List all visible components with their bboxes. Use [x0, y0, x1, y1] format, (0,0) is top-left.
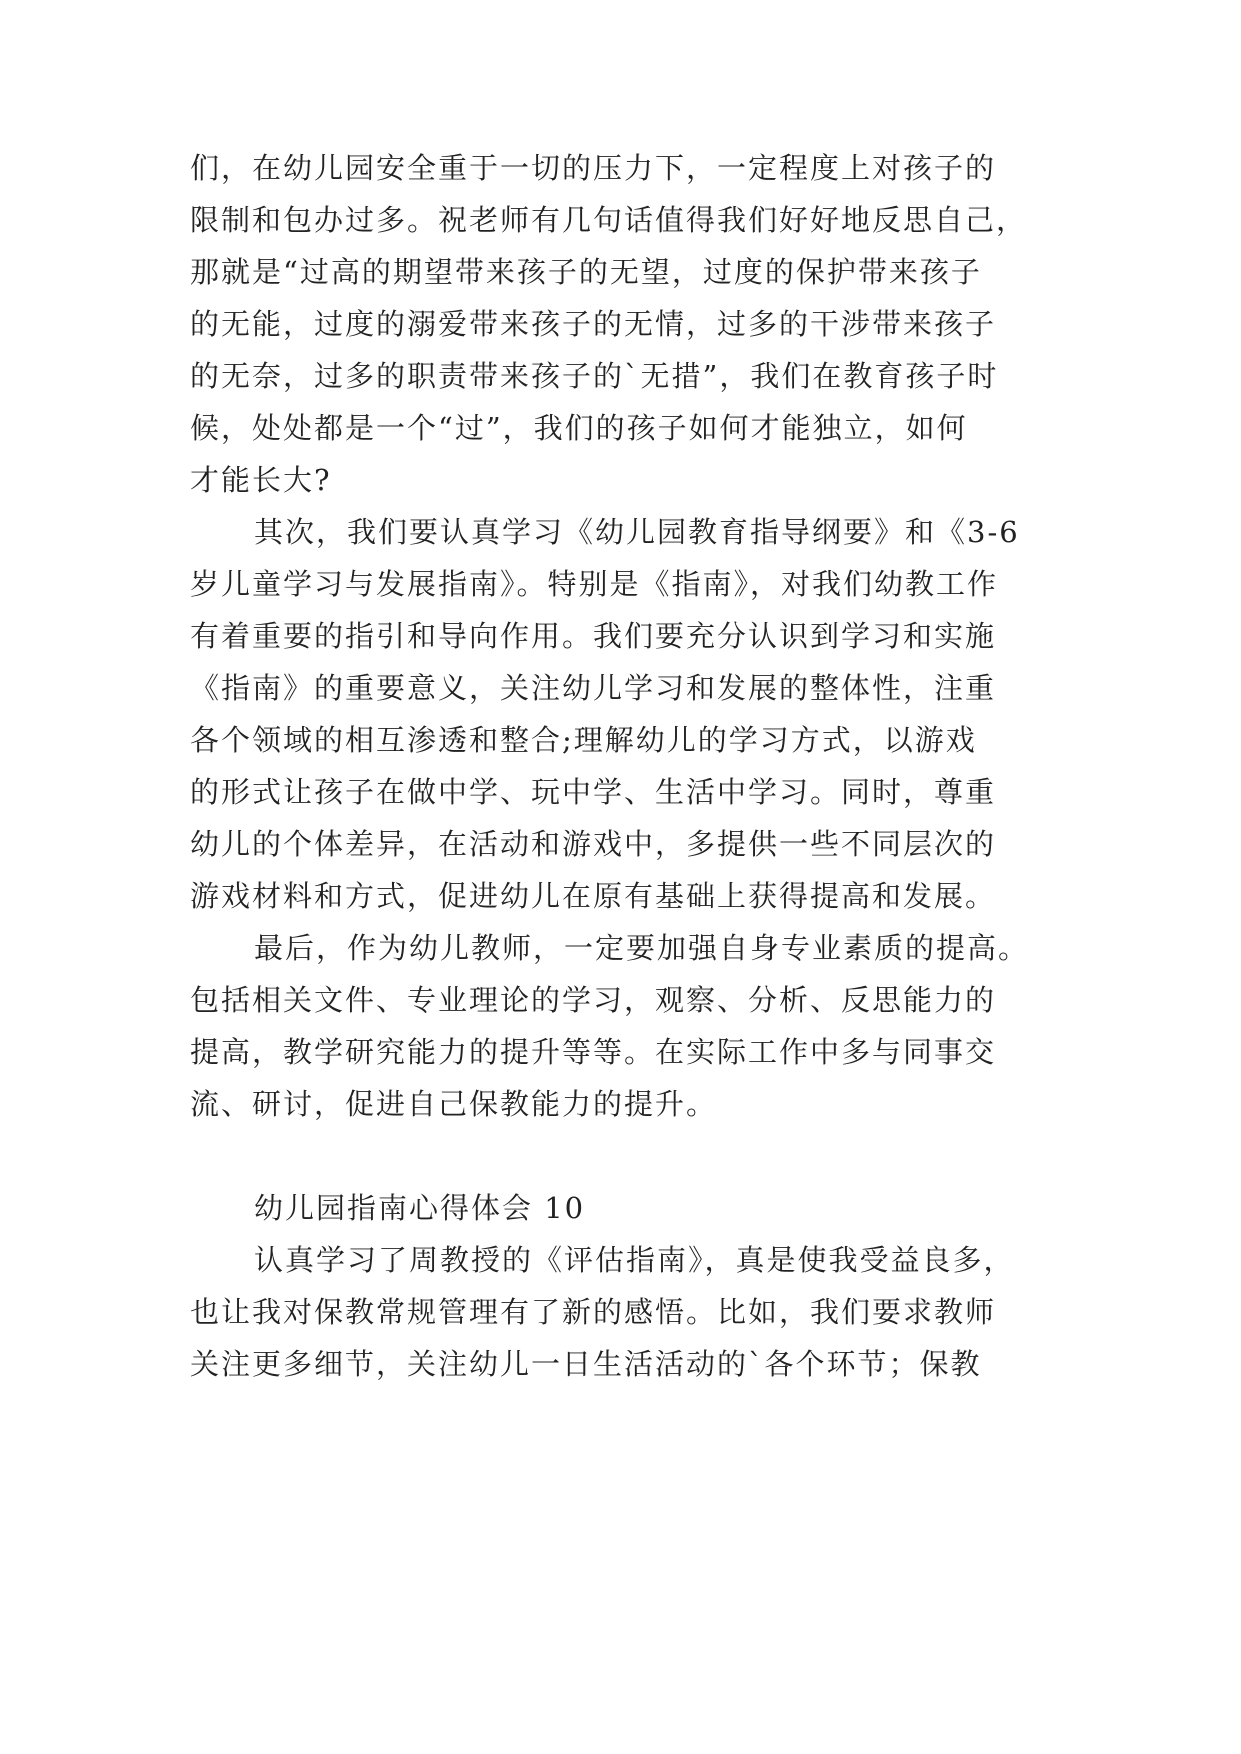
- text-line: 幼儿的个体差异，在活动和游戏中，多提供一些不同层次的: [190, 827, 997, 861]
- text-line: 也让我对保教常规管理有了新的感悟。比如，我们要求教师: [190, 1295, 997, 1329]
- section-heading: 幼儿园指南心得体会 10: [254, 1191, 586, 1225]
- text-line: 认真学习了周教授的《评估指南》，真是使我受益良多，: [254, 1243, 1015, 1277]
- text-line: 各个领域的相互渗透和整合;理解幼儿的学习方式，以游戏: [190, 723, 977, 757]
- text-line: 其次，我们要认真学习《幼儿园教育指导纲要》和《3-6: [254, 515, 1020, 549]
- text-line: 候，处处都是一个“过”，我们的孩子如何才能独立，如何: [190, 411, 968, 445]
- text-line: 们，在幼儿园安全重于一切的压力下，一定程度上对孩子的: [190, 151, 997, 185]
- text-line: 的无能，过度的溺爱带来孩子的无情，过多的干涉带来孩子: [190, 307, 997, 341]
- text-line: 最后，作为幼儿教师，一定要加强自身专业素质的提高。: [254, 931, 1030, 965]
- text-line: 限制和包办过多。祝老师有几句话值得我们好好地反思自己，: [190, 203, 1028, 237]
- text-line: 关注更多细节，关注幼儿一日生活活动的`各个环节；保教: [190, 1347, 982, 1381]
- text-line: 岁儿童学习与发展指南》。特别是《指南》，对我们幼教工作: [190, 567, 999, 601]
- text-line: 的形式让孩子在做中学、玩中学、生活中学习。同时，尊重: [190, 775, 997, 809]
- text-line: 流、研讨，促进自己保教能力的提升。: [190, 1087, 718, 1121]
- text-line: 游戏材料和方式，促进幼儿在原有基础上获得提高和发展。: [190, 879, 997, 913]
- text-line: 包括相关文件、专业理论的学习，观察、分析、反思能力的: [190, 983, 997, 1017]
- text-line: 才能长大?: [190, 463, 332, 497]
- text-line: 那就是“过高的期望带来孩子的无望，过度的保护带来孩子: [190, 255, 982, 289]
- text-line: 有着重要的指引和导向作用。我们要充分认识到学习和实施: [190, 619, 997, 653]
- text-line: 的无奈，过多的职责带来孩子的`无措”，我们在教育孩子时: [190, 359, 999, 393]
- text-line: 提高，教学研究能力的提升等等。在实际工作中多与同事交: [190, 1035, 997, 1069]
- text-line: 《指南》的重要意义，关注幼儿学习和发展的整体性，注重: [190, 671, 997, 705]
